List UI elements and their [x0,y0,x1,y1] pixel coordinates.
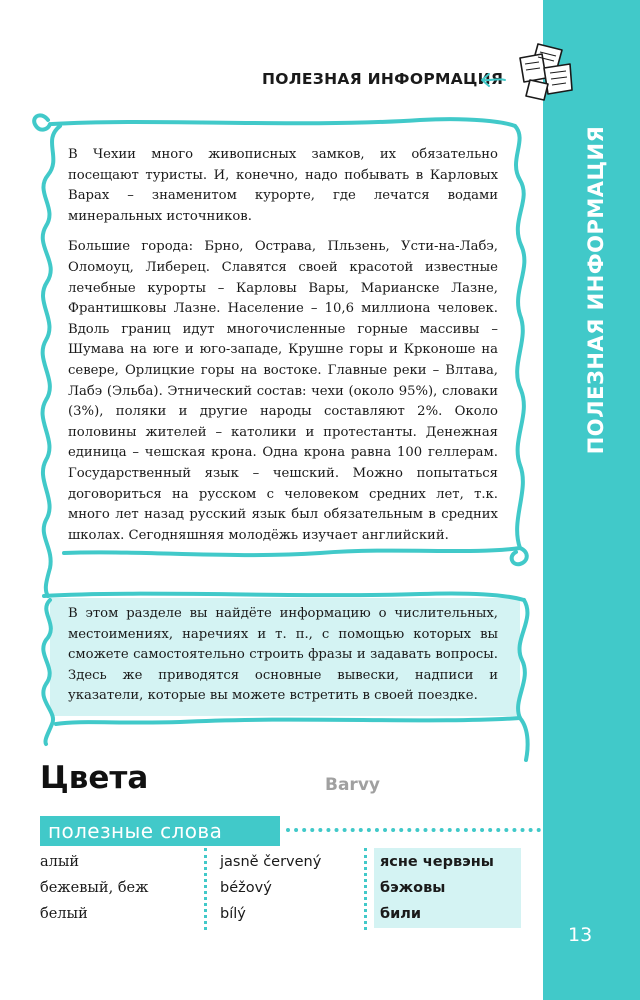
section-subtitle: Barvy [325,775,380,795]
side-tab-label: ПОЛЕЗНАЯ ИНФОРМАЦИЯ [584,125,608,455]
word-czech: bílý [220,906,246,922]
column-divider [204,848,207,930]
page-number: 13 [568,924,593,946]
word-russian: белый [40,906,88,922]
intro-box-text: В этом разделе вы найдёте информацию о числительных, местоимениях, наречиях и т. п., с помощью которых вы сможете самостоятельно строить фразы и задавать вопросы. Здесь же приводятся основные вывески, надписи и указатели, которые вы можете встретить в своей поездке. [68,606,498,704]
useful-words-label: полезные слова [48,819,223,843]
header-title: ПОЛЕЗНАЯ ИНФОРМАЦИЯ [262,70,504,88]
info-box-text [68,145,498,556]
word-czech: jasně červený [220,854,322,870]
word-russian: бежевый, беж [40,880,149,896]
left-arrow-icon [478,68,508,92]
word-transliteration: ясне червэны [380,854,494,870]
info-paragraph: В Чехии много живописных замков, их обязательно посещают туристы. И, конечно, надо побывать в Карловых Варах – знаменитом курорте, где лечатся водами минеральных источников. [68,147,498,224]
column-divider [364,848,367,930]
word-czech: béžový [220,880,272,896]
section-title: Цвета [40,760,149,796]
scattered-papers-icon [518,40,574,102]
word-russian: алый [40,854,80,870]
word-transliteration: били [380,906,422,922]
word-transliteration: бэжовы [380,880,446,896]
dotted-divider [286,828,541,832]
info-paragraph: Большие города: Брно, Острава, Пльзень, Усти-на-Лабэ, Оломоуц, Либерец. Славятся своей красотой известные лечебные курорты – Карловы Вары, Марианске Лазне, Франтишковы Лазне. Население – 10,6 миллиона человек. Вдоль границ идут многочисленные горные массивы – Шумава на юге и юго-западе, Крушне горы и Крконоше на севере, Орлицкие горы на востоке. Главные реки – Влтава, Лабэ (Эльба). Этнический состав: чехи (около 95%), словаки (3%), поляки и другие народы составляют 2%. Около половины жителей – католики и протестанты. Денежная единица – чешская крона. Одна крона равна 100 геллерам. Государственный язык – чешский. Можно попытаться договориться на русском с человеком средних лет, т.к. много лет назад русский язык был обязательным в средних школах. Сегодняшняя молодёжь изучает английский. [68,239,498,543]
